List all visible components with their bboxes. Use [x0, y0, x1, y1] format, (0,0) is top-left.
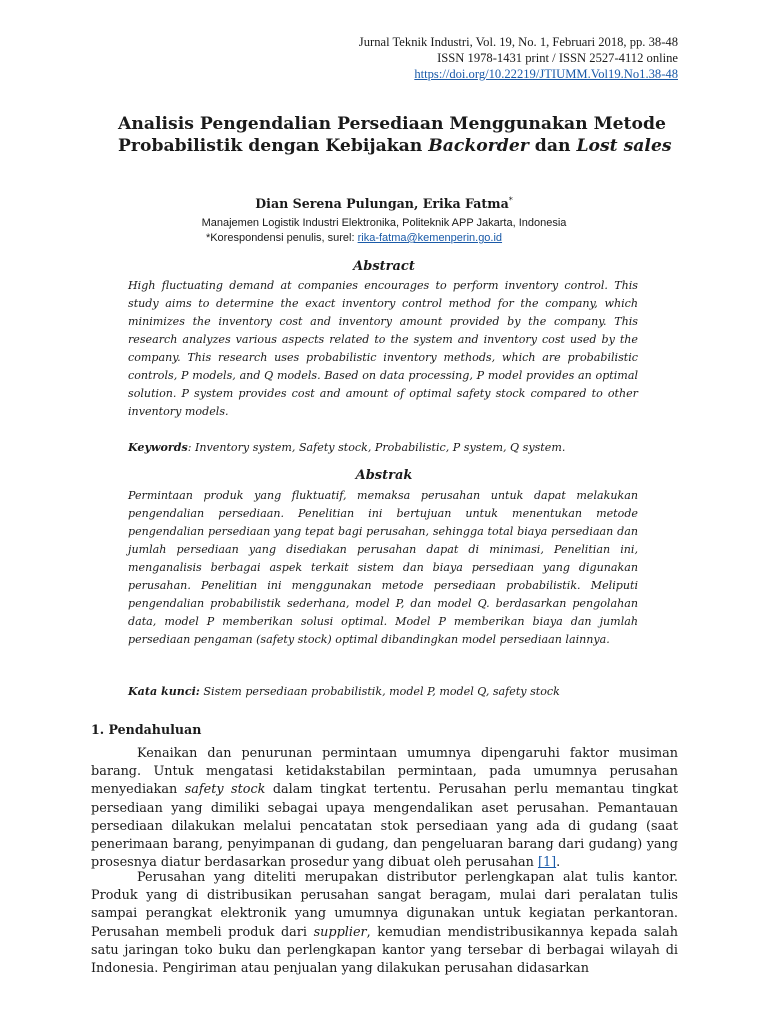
p1-italic: safety stock: [184, 782, 266, 798]
p1-text-cont: dalam tingkat tertentu. Perusahan perlu memantau tingkat persediaan yang dimiliki sebagai upaya mengendalikan aset perusahan. Pemantauan persediaan dilakukan melalui pencatatan stok persediaan yang ada di gudang (saat penerimaan barang, penyimpanan di gudang, dan pengeluaran barang dari gudang) yang prosesnya diatur berdasarkan prosedur yang dibuat oleh perusahan: [91, 782, 678, 871]
doi-link[interactable]: https://doi.org/10.22219/JTIUMM.Vol19.No1.38-48: [414, 67, 678, 81]
author-names: Dian Serena Pulungan, Erika Fatma: [255, 196, 509, 212]
p1-text: Kenaikan dan penurunan permintaan umumnya dipengaruhi faktor musiman barang. Untuk mengatasi ketidakstabilan permintaan, pada umumnya perusahan menyediakan: [91, 746, 678, 798]
institution: Manajemen Logistik Industri Elektronika, Politeknik APP Jakarta, Indonesia: [201, 217, 567, 229]
title-text: Analisis Pengendalian Persediaan Menggunakan Metode Probabilistik dengan Kebijakan: [118, 114, 666, 156]
title-italic-backorder: Backorder: [428, 136, 529, 156]
p1-end: .: [556, 855, 561, 871]
abstract-heading: Abstract: [353, 259, 415, 274]
keywords-list: : Inventory system, Safety stock, Probabilistic, P system, Q system.: [187, 441, 566, 454]
correspondence-label: *Korespondensi penulis, surel:: [205, 232, 358, 244]
email-link[interactable]: rika-fatma@kemenperin.go.id: [357, 232, 503, 244]
p2-italic: supplier: [313, 924, 367, 940]
kata-kunci: [128, 684, 638, 700]
section-heading-pendahuluan: 1. Pendahuluan: [91, 722, 202, 737]
citation-link-1[interactable]: [1]: [537, 855, 557, 871]
body-paragraph-2: [91, 869, 678, 978]
title-text-and: dan: [528, 136, 577, 156]
kata-kunci-list: Sistem persediaan probabilistik, model P, model Q, safety stock: [199, 685, 560, 698]
paper-title: [118, 113, 678, 157]
p2-text-cont: , kemudian mendistribusikannya kepada salah satu jaringan toko buku dan perlengkapan kantor yang tersebar di berbagai wilayah di Indonesia. Pengiriman atau penjualan yang dilakukan perusahan didasarkan: [91, 924, 678, 977]
correspondence: [0, 231, 768, 246]
author-list: [0, 196, 768, 211]
p2-text: Perusahan yang diteliti merupakan distributor perlengkapan alat tulis kantor. Produk yang di distribusikan perusahan sangat beragam, mulai dari peralatan tulis sampai perangkat elektronik yang umumnya digunakan untuk kegiatan perkantoran. Perusahan membeli produk dari: [91, 870, 678, 940]
body-paragraph-1: [91, 745, 678, 872]
keywords-label: Keywords: [128, 441, 188, 454]
kata-kunci-label: Kata kunci:: [128, 685, 200, 698]
abstract-text: High fluctuating demand at companies encourages to perform inventory control. This study aims to determine the exact inventory control method for the company, which minimizes the inventory cost and inventory amount provided by the company. This research analyzes various aspects related to the system and inventory cost used by the company. This research uses probabilistic inventory methods, which are probabilistic controls, P models, and Q models. Based on data processing, P model provides an optimal solution. P system provides cost and amount of optimal safety stock compared to other inventory models.: [128, 279, 638, 418]
corresponding-mark: *: [508, 196, 513, 205]
keywords: [128, 440, 638, 456]
affiliation-block: [0, 216, 768, 246]
abstrak-text: Permintaan produk yang fluktuatif, memaksa perusahan untuk dapat melakukan pengendalian persediaan. Penelitian ini bertujuan untuk menentukan metode pengendalian persediaan yang tepat bagi perusahan, sehingga total biaya persediaan dan jumlah persediaan yang disediakan perusahan dapat di minimasi, Penelitian ini, menganalisis berbagai aspek terkait sistem dan biaya persediaan yang digunakan perusahan. Penelitian ini menggunakan metode persediaan probabilistik. Meliputi pengendalian probabilistik sederhana, model P, dan model Q. berdasarkan pengolahan data, model P memberikan solusi optimal. Model P memberikan biaya dan jumlah persediaan pengaman (safety stock) optimal dibandingkan model persediaan lainnya.: [128, 489, 638, 646]
title-italic-lost-sales: Lost sales: [576, 136, 672, 156]
journal-header: [359, 34, 678, 82]
issn-line: ISSN 1978-1431 print / ISSN 2527-4112 online: [437, 51, 678, 65]
journal-citation: Jurnal Teknik Industri, Vol. 19, No. 1, Februari 2018, pp. 38-48: [358, 35, 678, 49]
abstrak-heading: Abstrak: [355, 468, 413, 483]
